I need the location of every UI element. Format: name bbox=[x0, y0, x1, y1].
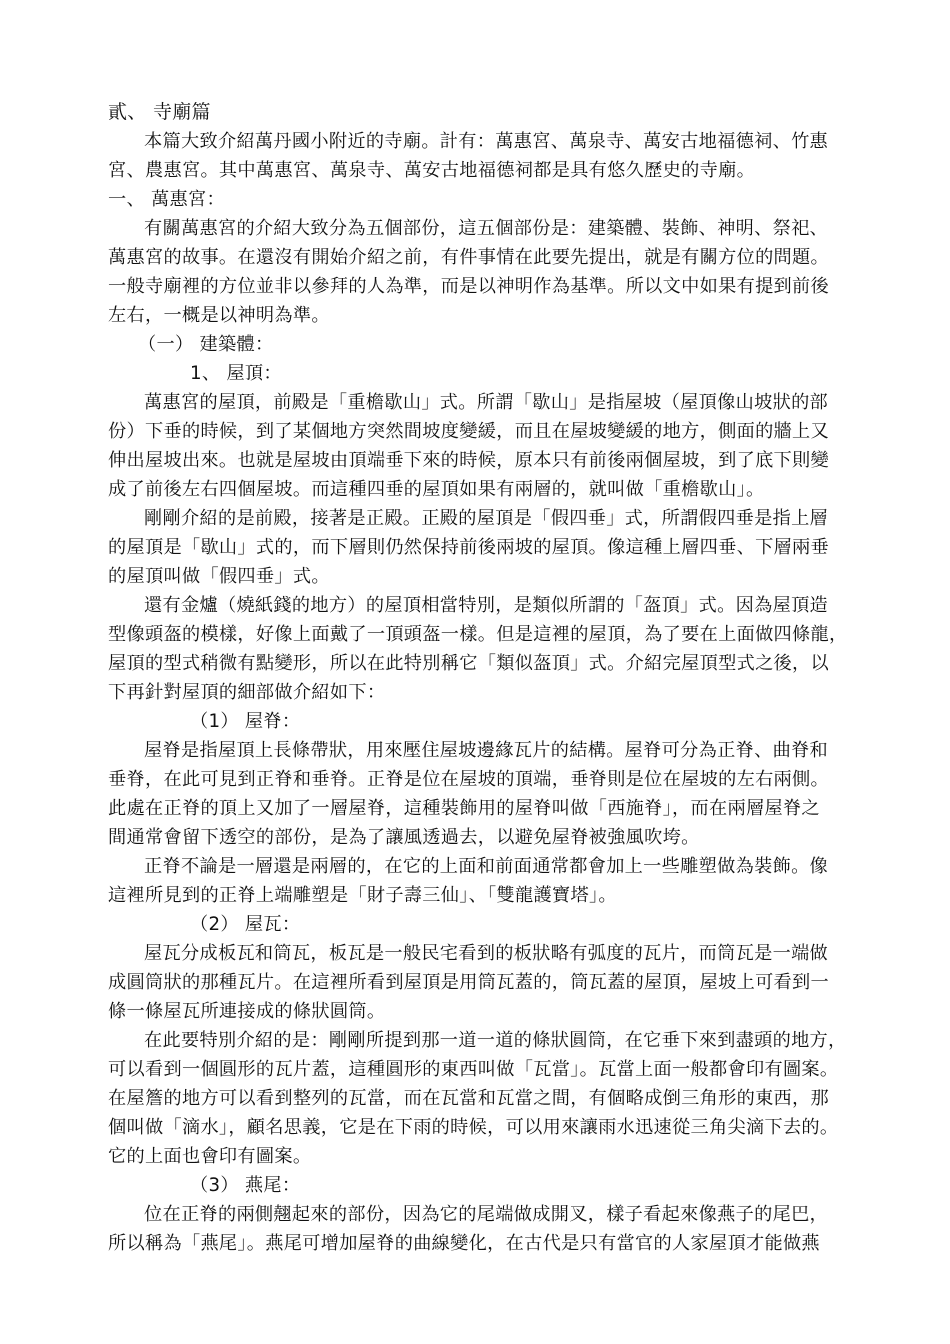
item-heading: 1、 屋頂： bbox=[190, 363, 282, 384]
paragraph-line: 此處在正脊的頂上又加了一層屋脊，這種裝飾用的屋脊叫做「西施脊」，而在兩層屋脊之 bbox=[108, 798, 820, 819]
paragraph-line: 間通常會留下透空的部份，是為了讓風透過去，以避免屋脊被強風吹垮。 bbox=[108, 827, 700, 848]
paragraph-line: 伸出屋坡出來。也就是屋坡由頂端垂下來的時候，原本只有前後兩個屋坡，到了底下則變 bbox=[108, 450, 830, 471]
paragraph-line: 本篇大致介紹萬丹國小附近的寺廟。計有：萬惠宮、萬泉寺、萬安古地福德祠、竹惠 bbox=[144, 131, 829, 152]
section-heading: 一、 萬惠宮： bbox=[108, 189, 226, 210]
subsection-heading: （一） 建築體： bbox=[138, 334, 274, 355]
paragraph-line: 位在正脊的兩側翹起來的部份，因為它的尾端做成開叉，樣子看起來像燕子的尾巴， bbox=[144, 1204, 829, 1225]
paragraph-line: 屋頂的型式稍微有點變形，所以在此特別稱它「類似盔頂」式。介紹完屋頂型式之後，以 bbox=[108, 653, 830, 674]
paragraph-line: 可以看到一個圓形的瓦片蓋，這種圓形的東西叫做「瓦當」。瓦當上面一般都會印有圖案。 bbox=[108, 1059, 839, 1080]
paragraph-line: 個叫做「滴水」，顧名思義，它是在下雨的時候，可以用來讓雨水迅速從三角尖滴下去的。 bbox=[108, 1117, 839, 1138]
paragraph-line: 宮、農惠宮。其中萬惠宮、萬泉寺、萬安古地福德祠都是具有悠久歷史的寺廟。 bbox=[108, 160, 756, 181]
paragraph-line: 屋脊是指屋頂上長條帶狀，用來壓住屋坡邊緣瓦片的結構。屋脊可分為正脊、曲脊和 bbox=[144, 740, 829, 761]
point-heading: （1） 屋脊： bbox=[190, 711, 301, 732]
paragraph-line: 份）下垂的時候，到了某個地方突然間坡度變緩，而且在屋坡變緩的地方，側面的牆上又 bbox=[108, 421, 830, 442]
paragraph-line: 萬惠宮的故事。在還沒有開始介紹之前，有件事情在此要先提出，就是有關方位的問題。 bbox=[108, 247, 830, 268]
paragraph-line: 所以稱為「燕尾」。燕尾可增加屋脊的曲線變化，在古代是只有當官的人家屋頂才能做燕 bbox=[108, 1233, 820, 1254]
paragraph-line: 的屋頂叫做「假四垂」式。 bbox=[108, 566, 330, 587]
paragraph-line: 剛剛介紹的是前殿，接著是正殿。正殿的屋頂是「假四垂」式，所謂假四垂是指上層 bbox=[144, 508, 829, 529]
paragraph-line: 在此要特別介紹的是：剛剛所提到那一道一道的條狀圓筒，在它垂下來到盡頭的地方， bbox=[144, 1030, 847, 1051]
paragraph-line: 垂脊，在此可見到正脊和垂脊。正脊是位在屋坡的頂端，垂脊則是位在屋坡的左右兩側。 bbox=[108, 769, 830, 790]
paragraph-line: 的屋頂是「歇山」式的，而下層則仍然保持前後兩坡的屋頂。像這種上層四垂、下層兩垂 bbox=[108, 537, 830, 558]
part-heading: 貳、 寺廟篇 bbox=[108, 101, 211, 123]
point-heading: （2） 屋瓦： bbox=[190, 914, 301, 935]
paragraph-line: 萬惠宮的屋頂，前殿是「重檐歇山」式。所謂「歇山」是指屋坡（屋頂像山坡狀的部 bbox=[144, 392, 829, 413]
paragraph-line: 下再針對屋頂的細部做介紹如下： bbox=[108, 682, 386, 703]
paragraph-line: 還有金爐（燒紙錢的地方）的屋頂相當特別，是類似所謂的「盔頂」式。因為屋頂造 bbox=[144, 595, 829, 616]
document-page bbox=[108, 98, 864, 1258]
paragraph-line: 有關萬惠宮的介紹大致分為五個部份，這五個部份是：建築體、裝飾、神明、祭祀、 bbox=[144, 218, 829, 239]
paragraph-line: 這裡所見到的正脊上端雕塑是「財子壽三仙」、「雙龍護寶塔」。 bbox=[108, 885, 617, 906]
paragraph-line: 型像頭盔的模樣，好像上面戴了一頂頭盔一樣。但是這裡的屋頂，為了要在上面做四條龍， bbox=[108, 624, 848, 645]
paragraph-line: 正脊不論是一層還是兩層的，在它的上面和前面通常都會加上一些雕塑做為裝飾。像 bbox=[144, 856, 829, 877]
paragraph-line: 一般寺廟裡的方位並非以參拜的人為準，而是以神明作為基準。所以文中如果有提到前後 bbox=[108, 276, 830, 297]
paragraph-line: 左右，一概是以神明為準。 bbox=[108, 305, 330, 326]
paragraph-line: 在屋簷的地方可以看到整列的瓦當，而在瓦當和瓦當之間，有個略成倒三角形的東西，那 bbox=[108, 1088, 830, 1109]
point-heading: （3） 燕尾： bbox=[190, 1175, 301, 1196]
paragraph-line: 它的上面也會印有圖案。 bbox=[108, 1146, 312, 1167]
paragraph-line: 屋瓦分成板瓦和筒瓦，板瓦是一般民宅看到的板狀略有弧度的瓦片，而筒瓦是一端做 bbox=[144, 943, 829, 964]
paragraph-line: 成圓筒狀的那種瓦片。在這裡所看到屋頂是用筒瓦蓋的，筒瓦蓋的屋頂，屋坡上可看到一 bbox=[108, 972, 830, 993]
paragraph-line: 成了前後左右四個屋坡。而這種四垂的屋頂如果有兩層的，就叫做「重檐歇山」。 bbox=[108, 479, 765, 500]
paragraph-line: 條一條屋瓦所連接成的條狀圓筒。 bbox=[108, 1001, 386, 1022]
